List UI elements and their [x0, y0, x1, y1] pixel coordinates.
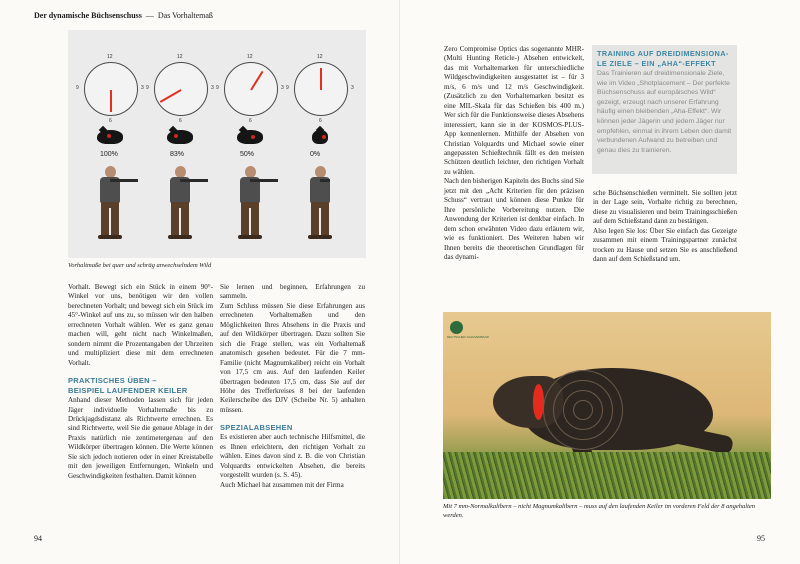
lead-figure	[68, 30, 366, 258]
clock-number: 3	[141, 85, 144, 91]
running-head-title: Der dynamische Büchsenschuss	[34, 11, 142, 20]
heading-line: PRAKTISCHES ÜBEN –	[68, 376, 157, 386]
lead-percentage: 50%	[240, 151, 255, 158]
clock-number: 12	[107, 54, 113, 60]
section-heading-practice	[68, 376, 213, 396]
paragraph: Nach den bisherigen Kapiteln des Buchs sind Sie jetzt mit den „Acht Kriterien für den präzisen Schuss“ vertraut und können diese Punkte für Ihre persönliche Vorbereitung nutzen. Die Anwendung der Kriterien ist denkbar einfach. In dem schon erwähnten Video dazu erläutern wir, wie es funktioniert. Des Weiteren haben wir Ihnen bereits die theoretischen Grundlagen für das dynami-	[444, 177, 584, 261]
clock-target-icon	[146, 54, 214, 124]
page-number-right: 95	[757, 534, 765, 543]
boar-silhouette-icon	[237, 130, 263, 144]
running-head-section: Das Vorhaltemaß	[157, 11, 213, 20]
running-head-separator: —	[145, 11, 154, 20]
clock-target-icon	[286, 54, 354, 124]
grass-foreground	[443, 452, 771, 499]
djv-logo-icon	[450, 321, 463, 334]
clock-hand	[110, 90, 112, 112]
clock-number: 3	[281, 85, 284, 91]
hunter-aiming-icon	[88, 164, 134, 240]
running-head	[34, 11, 213, 20]
clock-target-icon	[216, 54, 284, 124]
logo-lettering: DEUTSCHER JAGDVERBAND	[447, 335, 490, 339]
clock-number: 12	[317, 54, 323, 60]
right-page	[400, 0, 800, 564]
paragraph: Anhand dieser Methoden lassen sich für jeden Jäger individuelle Vorhaltemaße bis zu Drückjagdsdistanz als Richtwerte errechnen. Es sind Richtwerte, weil Sie die genaue Ablage in der Praxis natürlich nie zentimetergenau auf den Wildkörper übertragen können. Die Werte können Sie sich jedoch notieren oder in einer Kreistabelle mit den jeweiligen Entfernungen, Winkeln und Geschwindigkeiten festhalten. Damit können	[68, 396, 213, 480]
hunter-aiming-icon	[298, 164, 344, 240]
aim-point	[107, 134, 111, 138]
clock-number: 9	[216, 85, 219, 91]
lead-percentage: 83%	[170, 151, 185, 158]
clock-number: 12	[247, 54, 253, 60]
hunter-aiming-icon	[158, 164, 204, 240]
lead-percentage: 100%	[100, 151, 118, 158]
boar-silhouette-icon	[312, 130, 328, 144]
paragraph: Sie lernen und beginnen, Erfahrungen zu sammeln.	[220, 283, 365, 301]
clock-number: 3	[211, 85, 214, 91]
paragraph: Vorhalt. Bewegt sich ein Stück in einem 90°-Winkel vor uns, benötigen wir den vollen berechneten Vorhalt; und bewegt sich ein Stück im 45°-Winkel auf uns zu, so müssen wir den halben errechneten Vorhalt wählen. Wer es ganz genau machen will, geht nicht nach Winkelmaßen, sondern nimmt die Prozentangaben der Uhrzeiten und multipliziert diese mit dem errechneten Vorhalt.	[68, 283, 213, 367]
clock-number: 9	[76, 85, 79, 91]
paragraph: Es existieren aber auch technische Hilfsmittel, die es Ihnen erleichtern, den richtigen Vorhalt zu wählen. Eines davon sind z. B. die von Christian Volquardts entwickelten Absehen, die bereits vorgestellt wurden (s. S. 45).	[220, 433, 365, 480]
sidebar-body: Das Trainieren auf dreidimensionale Ziele, wie im Video „Shotplacement – Der perfekte Büchsenschuss auf europäisches Wild“ gezeigt, erzeugt nach unserer Erfahrung häufig einen bleibenden „Aha-Effekt“. Wir können jeder Jägerin und jedem Jäger nur empfehlen, einmal in ihrem Leben den damit verbundenen Aufwand zu betreiben und genau dies zu trainieren.	[597, 70, 732, 154]
aim-point	[174, 134, 178, 138]
sidebar-title-line: TRAINING AUF DREIDIMENSIONA-	[597, 49, 729, 58]
hunter-aiming-icon	[228, 164, 274, 240]
page-number-left: 94	[34, 534, 42, 543]
lead-percentage: 0%	[310, 151, 321, 158]
paragraph: Zum Schluss müssen Sie diese Erfahrungen aus errechneten Vorhaltemaßen und den Möglichkeiten Ihres Absehens in die Praxis und auf den Wildkörper übertragen. Dazu sollten Sie sich die Frage stellen, was ein Vorhaltemaß anatomisch gesehen bedeutet. Für die 7 mm-Familie (nicht Magnumkaliber) reicht ein Vorhalt von 17,5 cm aus. Auf den laufenden Keiler übertragen bedeuten 17,5 cm, dass Sie auf der Höhe des Trefferkreises 8 bei der laufenden Keilerscheibe des DJV (Scheibe Nr. 5) anhalten müssen.	[220, 301, 365, 414]
clock-number: 9	[286, 85, 289, 91]
clock-target-icon	[76, 54, 144, 124]
right-column-2	[593, 189, 737, 265]
clock-number: 6	[249, 118, 252, 124]
painting-caption: Mit 7 mm-Normalkalibern – nicht Magnumkalibern – muss auf den laufenden Keiler im vorderen Feld der 8 angehalten werden.	[443, 503, 756, 519]
paragraph: Auch Michael hat zusammen mit der Firma	[220, 480, 344, 489]
scoring-rings	[543, 370, 623, 450]
boar-silhouette-icon	[167, 130, 193, 144]
clock-number: 6	[179, 118, 182, 124]
aim-point	[322, 135, 326, 139]
training-sidebar	[592, 45, 737, 174]
red-aim-mark	[533, 384, 544, 420]
figure-caption: Vorhaltmaße bei quer und schräg anwechselndem Wild	[68, 262, 212, 269]
clock-number: 6	[109, 118, 112, 124]
clock-number: 12	[177, 54, 183, 60]
clock-number: 3	[351, 85, 354, 91]
clock-hand	[160, 89, 182, 103]
section-heading-reticle: SPEZIALABSEHEN	[220, 423, 293, 433]
left-column-2	[220, 283, 365, 490]
paragraph: sche Büchsenschießen vermittelt. Sie sollten jetzt in der Lage sein, Vorhalte richtig zu berechnen, diese zu visualisieren und beim Trainingsschießen auf dem Schießstand dann zu bestätigen.	[593, 189, 737, 226]
boar-target-painting	[443, 312, 771, 499]
left-column-1	[68, 283, 213, 481]
paragraph: Zero Compromise Optics das sogenannte MHR- (Multi Hunting Reticle-) Absehen entwickelt, das mit Vorhaltemarken für unterschiedliche Wildgeschwindigkeiten ausgestattet ist – für 3 m/s, 6 m/s und 12 m/s Geschwindigkeit. (Zusätzlich zu den Vorhaltemarken besitzt es eine MIL-Skala für das Schießen bis 400 m.) Wer sich für die Funktionsweise dieses Absehens interessiert, kann sie in der KOSMOS-PLUS-App kennenlernen. Mithilfe der Absehen von Christian Volquardts und Michael sowie einer angepassten Schießtechnik fällt es den meisten Schützen deutlich leichter, den richtigen Vorhalt zu wählen.	[444, 45, 584, 176]
aim-point	[251, 135, 255, 139]
clock-number: 6	[319, 118, 322, 124]
heading-line: BEISPIEL LAUFENDER KEILER	[68, 386, 188, 396]
boar-silhouette-icon	[97, 130, 123, 144]
sidebar-title-line: LE ZIELE – EIN „AHA“-EFFEKT	[597, 58, 717, 68]
sidebar-title	[592, 45, 737, 68]
clock-hand	[250, 71, 263, 91]
paragraph: Also legen Sie los: Über Sie einfach das Gezeigte zusammen mit einem Trainingspartner zunächst trocken zu Hause und setzen Sie es anschließend dann auf dem Schießstand um.	[593, 226, 737, 264]
right-column-1	[444, 45, 584, 262]
clock-hand	[320, 68, 322, 90]
clock-number: 9	[146, 85, 149, 91]
